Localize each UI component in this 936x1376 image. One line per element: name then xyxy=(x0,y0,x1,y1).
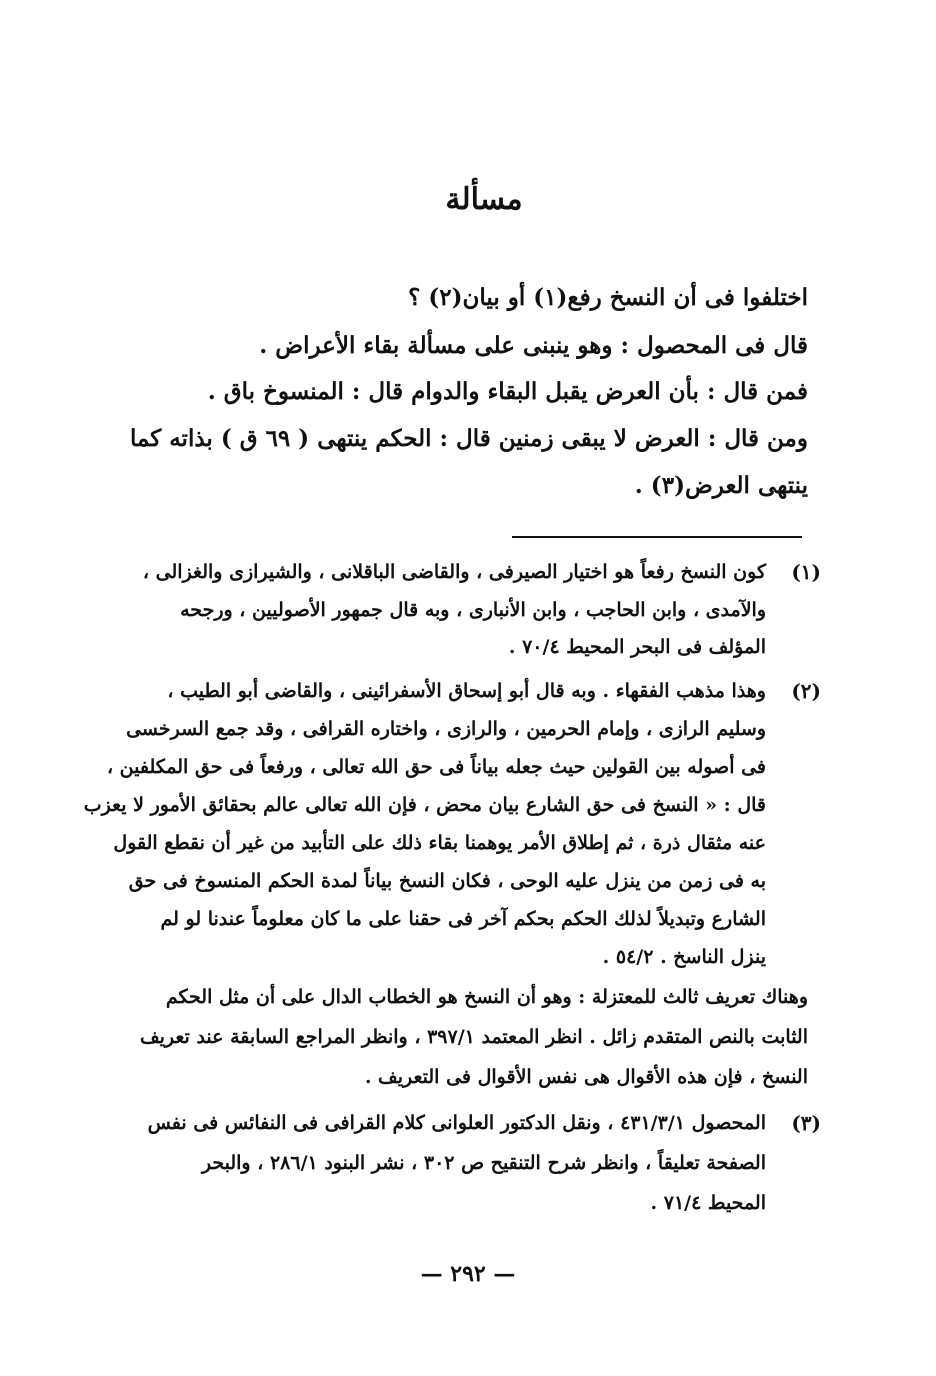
body-line-4: ومن قال : العرض لا يبقى زمنين قال : الحكم ينتهى ( ٦٩ ق ) بذاته كما xyxy=(129,425,808,452)
page-title: مسألة xyxy=(445,182,523,217)
page-number: — ٢٩٢ — xyxy=(420,1261,516,1287)
body-line-2: قال فى المحصول : وهو ينبنى على مسألة بقاء الأعراض . xyxy=(259,332,808,359)
footnote-2-line: فى أصوله بين القولين حيث جعله بياناً فى حق الله تعالى ، ورفعاً فى حق المكلفين ، xyxy=(106,756,766,778)
footnote-separator xyxy=(512,536,802,538)
footnote-2-line: قال : « النسخ فى حق الشارع بيان محض ، فإن الله تعالى عالم بحقائق الأمور لا يعزب xyxy=(83,794,766,816)
body-line-3: فمن قال : بأن العرض يقبل البقاء والدوام قال : المنسوخ باق . xyxy=(207,378,808,405)
footnote-2-extra-line: وهناك تعريف ثالث للمعتزلة : وهو أن النسخ هو الخطاب الدال على أن مثل الحكم xyxy=(165,986,808,1008)
body-line-5: ينتهى العرض(٣) . xyxy=(634,472,808,499)
footnote-1-line: والآمدى ، وابن الحاجب ، وابن الأنبارى ، وبه قال جمهور الأصوليين ، ورجحه xyxy=(180,599,766,621)
footnote-1-line: كون النسخ رفعاً هو اختيار الصيرفى ، والقاضى الباقلانى ، والشيرازى والغزالى ، xyxy=(142,561,766,583)
footnote-2-extra-line: الثابت بالنص المتقدم زائل . انظر المعتمد ٣٩٧/١ ، وانظر المراجع السابقة عند تعريف xyxy=(139,1026,808,1048)
footnote-3-line: المحيط ٧١/٤ . xyxy=(650,1192,766,1214)
footnote-number-2: (٢) xyxy=(791,679,821,703)
footnote-2-line: وهذا مذهب الفقهاء . وبه قال أبو إسحاق الأسفرائينى ، والقاضى أبو الطيب ، xyxy=(167,680,766,702)
footnote-3-line: المحصول ٤٣١/٣/١ ، ونقل الدكتور العلوانى كلام القرافى فى النفائس فى نفس xyxy=(147,1112,766,1134)
footnote-2-line: الشارع وتبديلاً لذلك الحكم بحكم آخر فى حقنا على ما كان معلوماً عندنا لو لم xyxy=(160,908,766,930)
footnote-2-line: عنه مثقال ذرة ، ثم إطلاق الأمر يوهمنا بقاء ذلك على التأبيد من غير أن نقطع القول xyxy=(113,832,766,854)
body-line-1: اختلفوا فى أن النسخ رفع(١) أو بيان(٢) ؟ xyxy=(408,284,808,311)
footnote-2-line: وسليم الرازى ، وإمام الحرمين ، والرازى ، واختاره القرافى ، وقد جمع السرخسى xyxy=(126,718,766,740)
footnote-number-3: (٣) xyxy=(791,1111,821,1135)
footnote-2-line: ينزل الناسخ . ٥٤/٢ . xyxy=(602,946,766,968)
footnote-2-extra-line: النسخ ، فإن هذه الأقوال هى نفس الأقوال فى التعريف . xyxy=(364,1066,808,1088)
footnote-1-line: المؤلف فى البحر المحيط ٧٠/٤ . xyxy=(508,636,766,658)
footnote-2-line: به فى زمن من ينزل عليه الوحى ، فكان النسخ بياناً لمدة الحكم المنسوخ فى حق xyxy=(128,870,766,892)
footnote-number-1: (١) xyxy=(791,560,821,584)
footnote-3-line: الصفحة تعليقاً ، وانظر شرح التنقيح ص ٣٠٢ ، نشر البنود ٢٨٦/١ ، والبحر xyxy=(201,1152,766,1174)
